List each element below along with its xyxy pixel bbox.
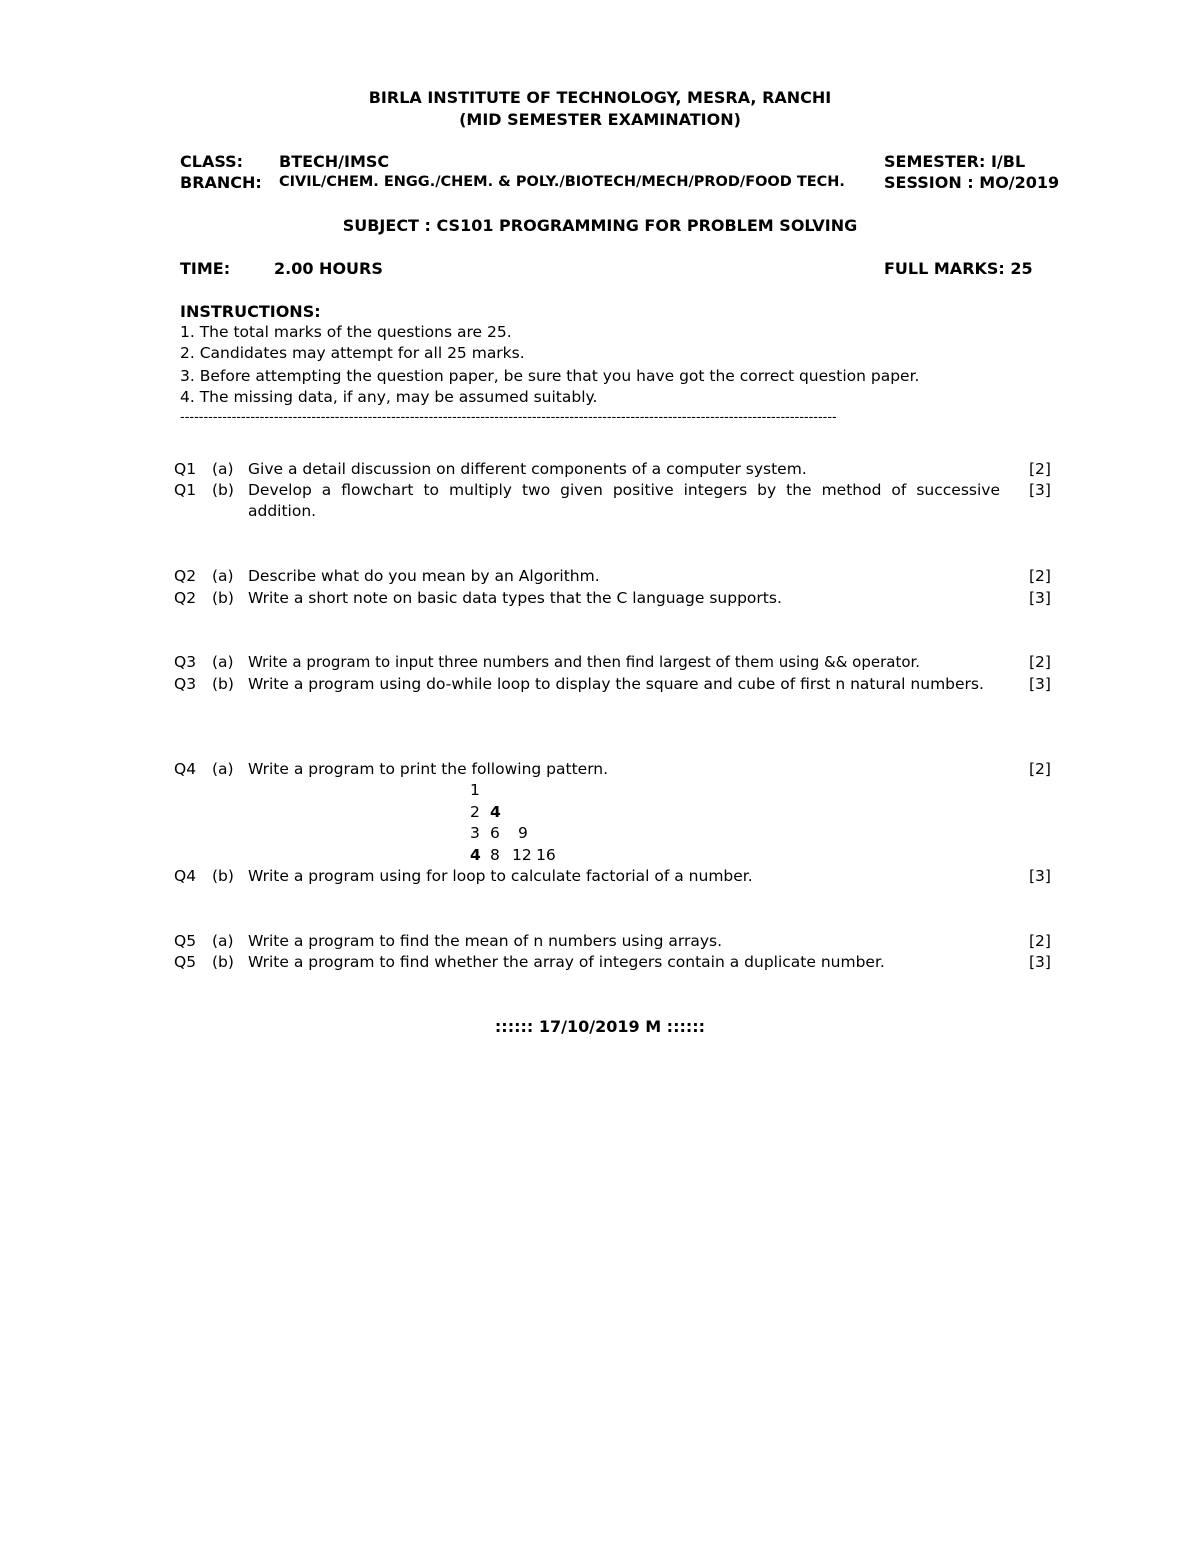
question-part: (a) [212, 567, 234, 585]
question-row [0, 652, 1200, 673]
question-number: Q4 [174, 867, 197, 885]
question-row [0, 759, 1200, 780]
question-text: Write a program to find whether the array of integers contain a duplicate number. [248, 953, 885, 971]
instruction-item: 1. The total marks of the questions are 25. [180, 323, 512, 341]
question-part: (a) [212, 653, 234, 671]
question-number: Q4 [174, 760, 197, 778]
question-row [0, 480, 1200, 520]
class-value: BTECH/IMSC [279, 152, 390, 171]
time-label: TIME: [180, 259, 231, 278]
question-part: (b) [212, 589, 234, 607]
question-text: Write a program to input three numbers and then find largest of them using && operator. [248, 653, 921, 671]
pattern-value: 6 [490, 824, 500, 842]
question-row [0, 674, 1200, 695]
question-part: (b) [212, 481, 234, 499]
question-marks: [3] [1029, 953, 1051, 971]
question-number: Q1 [174, 481, 197, 499]
semester: SEMESTER: I/BL [884, 152, 1026, 171]
question-marks: [3] [1029, 589, 1051, 607]
time-value: 2.00 HOURS [274, 259, 383, 278]
question-text: Write a short note on basic data types that the C language supports. [248, 589, 782, 607]
pattern-value: 16 [536, 846, 556, 864]
pattern-value: 2 [470, 803, 480, 821]
instruction-item: 4. The missing data, if any, may be assumed suitably. [180, 388, 598, 406]
branch-value: CIVIL/CHEM. ENGG./CHEM. & POLY./BIOTECH/MECH/PROD/FOOD TECH. [279, 174, 845, 190]
question-part: (b) [212, 953, 234, 971]
instructions-title: INSTRUCTIONS: [180, 302, 321, 321]
question-row [0, 566, 1200, 587]
question-text: Write a program using do-while loop to display the square and cube of first n natural numbers. [248, 675, 984, 693]
question-number: Q3 [174, 653, 197, 671]
question-marks: [2] [1029, 567, 1051, 585]
question-marks: [3] [1029, 867, 1051, 885]
instruction-item: 2. Candidates may attempt for all 25 marks. [180, 344, 525, 362]
question-number: Q5 [174, 932, 197, 950]
question-marks: [2] [1029, 932, 1051, 950]
question-number: Q2 [174, 567, 197, 585]
question-marks: [2] [1029, 760, 1051, 778]
question-number: Q5 [174, 953, 197, 971]
pattern-value: 4 [490, 803, 501, 821]
question-part: (a) [212, 460, 234, 478]
pattern-value: 12 [512, 846, 532, 864]
question-part: (a) [212, 760, 234, 778]
question-marks: [3] [1029, 481, 1051, 499]
full-marks: FULL MARKS: 25 [884, 259, 1033, 278]
question-text: Write a program to find the mean of n numbers using arrays. [248, 932, 723, 950]
question-row [0, 931, 1200, 952]
question-part: (b) [212, 675, 234, 693]
question-number: Q1 [174, 460, 197, 478]
class-label: CLASS: [180, 152, 244, 171]
pattern-value: 8 [490, 846, 500, 864]
question-row [0, 952, 1200, 973]
question-text: Write a program using for loop to calculate factorial of a number. [248, 867, 753, 885]
pattern-value: 9 [518, 824, 528, 842]
question-part: (b) [212, 867, 234, 885]
question-marks: [2] [1029, 460, 1051, 478]
question-row [0, 866, 1200, 887]
footer-date: :::::: 17/10/2019 M :::::: [494, 1017, 706, 1036]
pattern-value: 3 [470, 824, 480, 842]
session: SESSION : MO/2019 [884, 173, 1060, 192]
question-marks: [2] [1029, 653, 1051, 671]
question-number: Q2 [174, 589, 197, 607]
question-marks: [3] [1029, 675, 1051, 693]
exam-title: (MID SEMESTER EXAMINATION) [459, 110, 741, 129]
question-number: Q3 [174, 675, 197, 693]
question-text: Give a detail discussion on different components of a computer system. [248, 460, 807, 478]
question-text: Develop a flowchart to multiply two given positive integers by the method of successive addition. [248, 481, 1000, 520]
pattern-value: 1 [470, 781, 480, 799]
instruction-item: 3. Before attempting the question paper, be sure that you have got the correct question paper. [180, 367, 920, 385]
pattern-value: 4 [470, 846, 481, 864]
divider-line: -------------------------------------------------------------------------------------------------------------------------------------------- [180, 410, 837, 425]
question-part: (a) [212, 932, 234, 950]
question-row [0, 459, 1200, 480]
question-text: Write a program to print the following pattern. [248, 760, 609, 778]
branch-label: BRANCH: [180, 173, 262, 192]
subject: SUBJECT : CS101 PROGRAMMING FOR PROBLEM SOLVING [342, 216, 858, 235]
question-row [0, 588, 1200, 609]
institute-name: BIRLA INSTITUTE OF TECHNOLOGY, MESRA, RANCHI [368, 88, 832, 107]
question-text: Describe what do you mean by an Algorithm. [248, 567, 600, 585]
